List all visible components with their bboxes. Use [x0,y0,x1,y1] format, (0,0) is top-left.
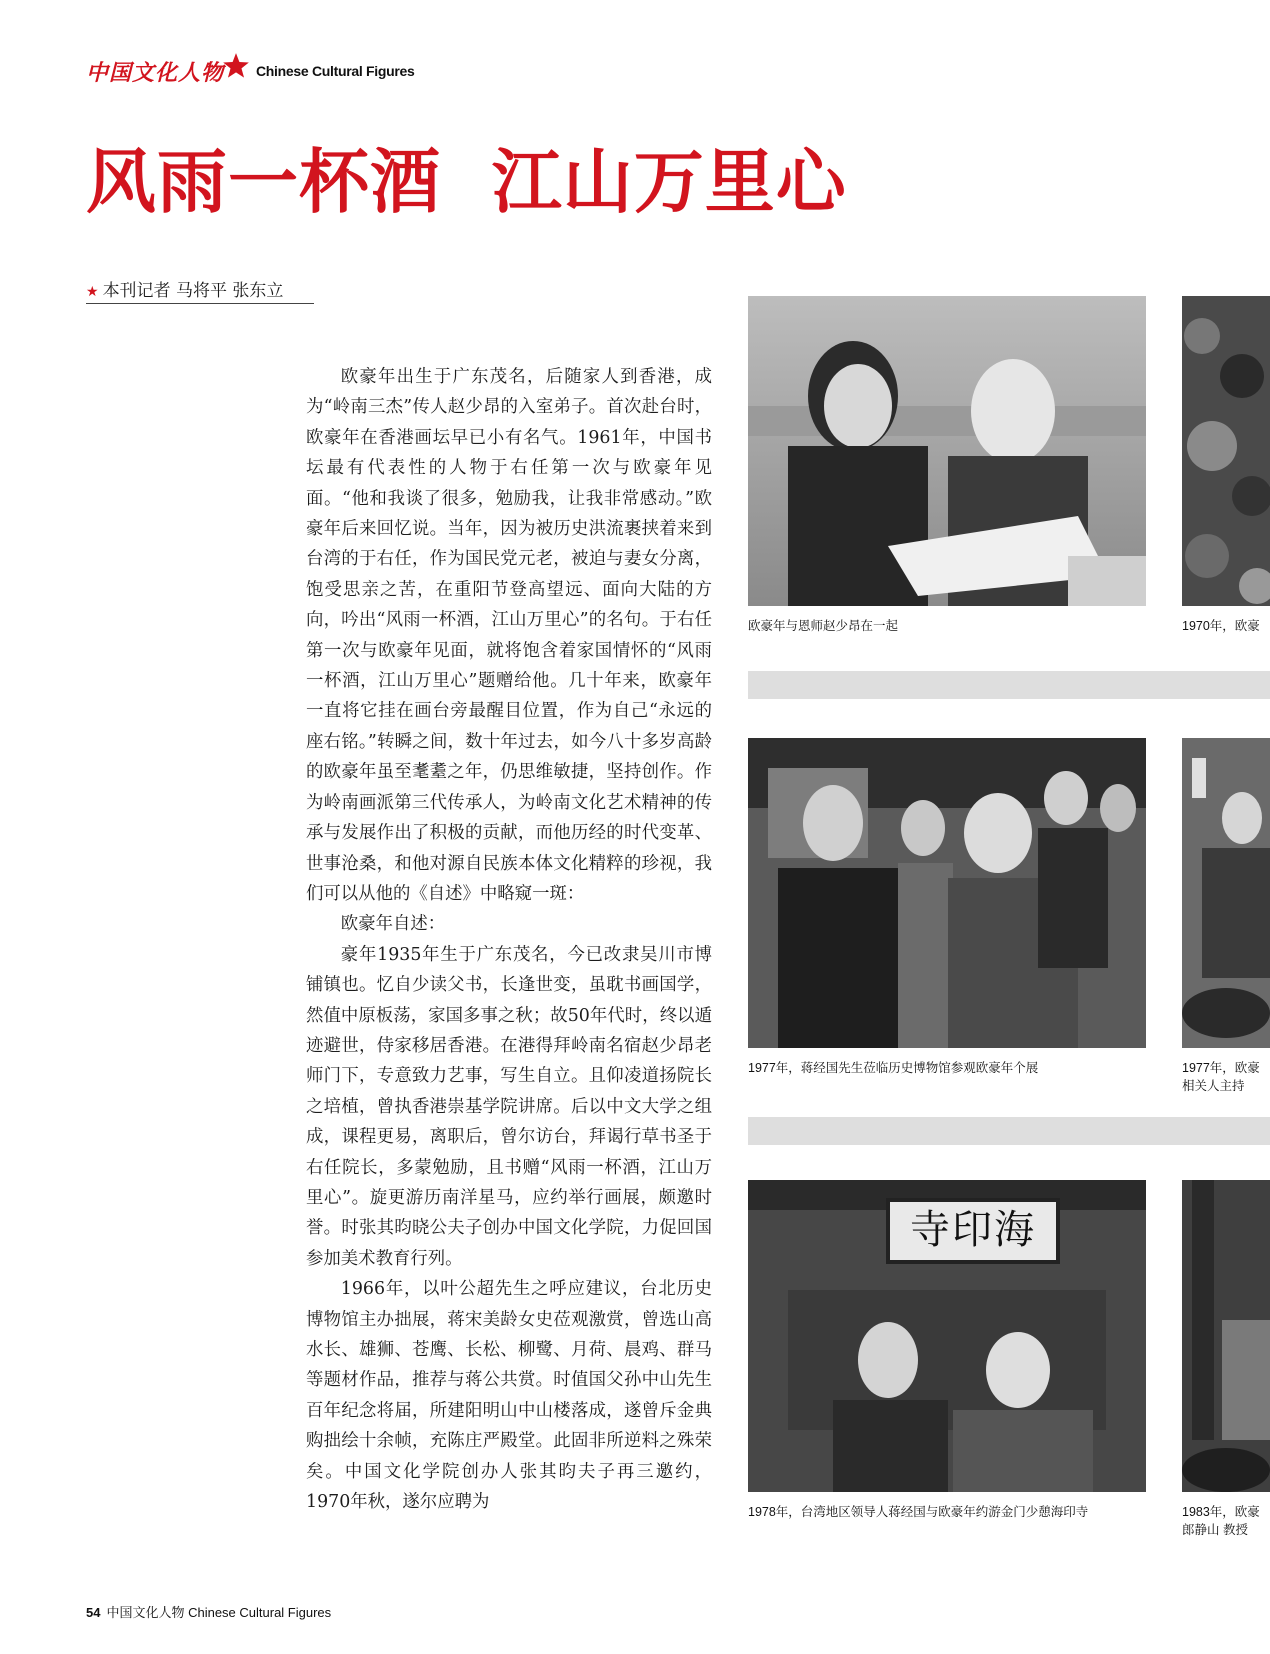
article-title: 风雨一杯酒 江山万里心 [86,141,847,223]
photo-caption-line2: 相关人主持 [1182,1079,1245,1093]
photo-caption: 1977年，蒋经国先生莅临历史博物馆参观欧豪年个展 [748,1061,1039,1075]
photo-caption: 欧豪年与恩师赵少昂在一起 [748,619,899,633]
photo-caption: 1983年，欧豪 [1182,1505,1260,1519]
article-body [306,362,712,1517]
byline-underline [86,303,314,304]
magazine-name-cn: 中国文化人物 [86,60,225,86]
photo-1983-cropped [1182,1180,1270,1492]
photo-1977-toast-cropped [1182,738,1270,1048]
photo-1977-exhibition [748,738,1146,1048]
photo-ou-with-zhao [748,296,1146,606]
photo-caption: 1977年，欧豪 [1182,1061,1260,1075]
divider-band [748,1117,1270,1145]
photo-1970-cropped [1182,296,1270,606]
footer-text: 中国文化人物 Chinese Cultural Figures [106,1605,332,1620]
byline-star-icon: ★ [86,284,99,300]
byline-text: 本刊记者 马将平 张东立 [102,281,284,301]
magazine-name-en: Chinese Cultural Figures [256,63,415,79]
paragraph: 1966年，以叶公超先生之呼应建议，台北历史博物馆主办拙展，蒋宋美龄女史莅观激赏，曾选山高水长、雄狮、苍鹰、长松、柳鹭、月荷、晨鸡、群马等题材作品，推荐与蒋公共赏。时值国父孙中山先生百年纪念将届，所建阳明山中山楼落成，遂曾斥金典购拙绘十余帧，充陈庄严殿堂。此固非所逆料之殊荣矣。中国文化学院创办人张其昀夫子再三邀约，1970年秋，遂尔应聘为 [306,1279,712,1513]
photo-caption: 1978年，台湾地区领导人蒋经国与欧豪年约游金门少憩海印寺 [748,1505,1089,1519]
star-icon [222,52,250,80]
paragraph: 欧豪年自述： [340,914,446,935]
byline [86,276,283,301]
divider-band [748,671,1270,699]
page-footer [86,1602,331,1621]
photo-caption-line2: 郎静山 教授 [1182,1523,1248,1537]
photo-caption: 1970年，欧豪 [1182,619,1260,633]
page-number: 54 [86,1605,101,1620]
paragraph: 豪年1935年生于广东茂名，今已改隶吴川市博铺镇也。忆自少读父书，长逢世变，虽耽书画国学，然值中原板荡，家国多事之秋；故50年代时，终以遁迹避世，侍家移居香港。在港得拜岭南名宿赵少昂老师门下，专意致力艺事，写生自立。且仰凌道扬院长之培植，曾执香港崇基学院讲席。后以中文大学之组成，课程更易，离职后，曾尔访台，拜谒行草书圣于右任院长，多蒙勉励，且书赠“风雨一杯酒，江山万里心”。旋更游历南洋星马，应约举行画展，颇邀时誉。时张其昀晓公夫子创办中国文化学院，力促回国参加美术教育行列。 [306,944,712,1269]
photo-1978-temple [748,1180,1146,1492]
temple-sign-text: 寺印海 [910,1207,1036,1253]
paragraph: 欧豪年出生于广东茂名，后随家人到香港，成为“岭南三杰”传人赵少昂的入室弟子。首次赴台时，欧豪年在香港画坛早已小有名气。1961年，中国书坛最有代表性的人物于右任第一次与欧豪年见面。“他和我谈了很多，勉励我，让我非常感动。”欧豪年后来回忆说。当年，因为被历史洪流裹挟着来到台湾的于右任，作为国民党元老，被迫与妻女分离，饱受思亲之苦，在重阳节登高望远、面向大陆的方向，吟出“风雨一杯酒，江山万里心”的名句。于右任第一次与欧豪年见面，就将饱含着家国情怀的“风雨一杯酒，江山万里心”题赠给他。几十年来，欧豪年一直将它挂在画台旁最醒目位置，作为自己“永远的座右铭。”转瞬之间，数十年过去，如今八十多岁高龄的欧豪年虽至耄耋之年，仍思维敏捷，坚持创作。作为岭南画派第三代传承人，为岭南文化艺术精神的传承与发展作出了积极的贡献，而他历经的时代变革、世事沧桑，和他对源自民族本体文化精粹的珍视，我们可以从他的《自述》中略窥一斑： [306,367,712,904]
